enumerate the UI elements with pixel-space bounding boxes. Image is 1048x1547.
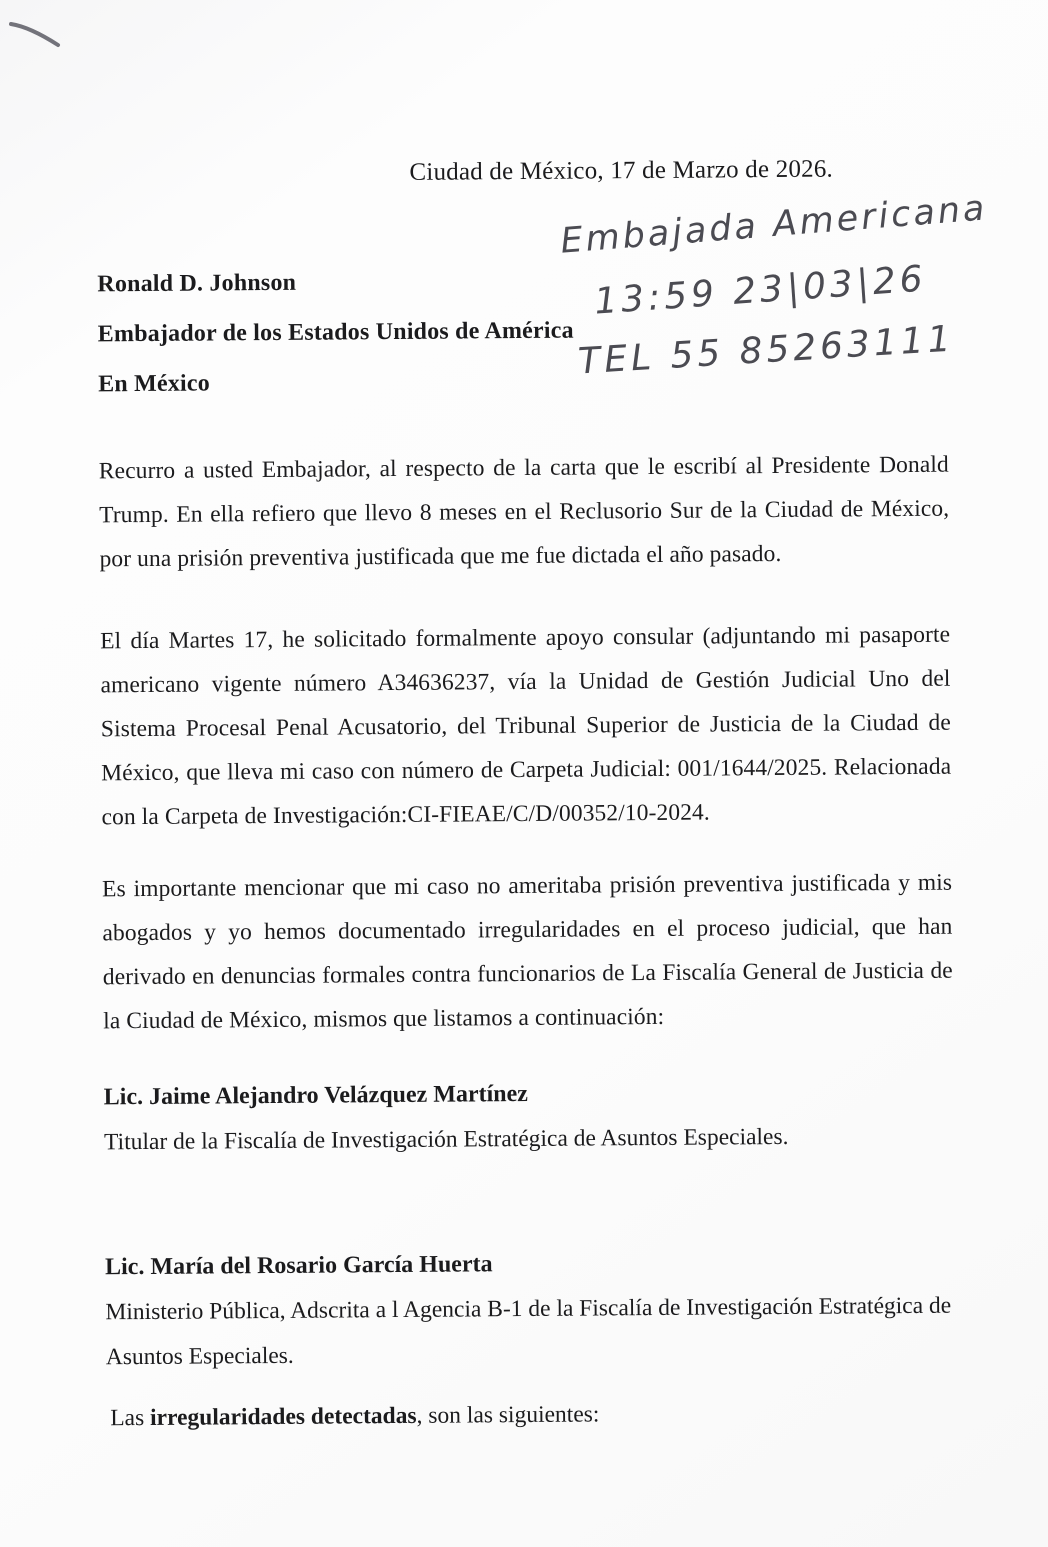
recipient-name: Ronald D. Johnson [97, 269, 297, 298]
handwritten-note-line-2: 13:59 23|03|26 [592, 258, 928, 323]
official-block-2 [105, 1239, 966, 1381]
paragraph-consular-request: El día Martes 17, he solicitado formalmente apoyo consular (adjuntando mi pasaporte americano vigente número A34636237, vía la Unidad de Gestión Judicial Uno del Sistema Procesal Penal Acusatorio, del Tribunal Superior de Justicia de la Ciudad de México, que lleva mi caso con número de Carpeta Judicial: 001/1644/2025. Relacionada con la Carpeta de Investigación:CI-FIEAE/C/D/00352/10-2024. [100, 621, 952, 831]
handwritten-note-line-1: Embajada Americana [559, 188, 989, 262]
date-line: Ciudad de México, 17 de Marzo de 2026. [409, 155, 834, 186]
official-block-1 [104, 1069, 965, 1166]
official-name: Lic. María del Rosario García Huerta [104, 1251, 493, 1281]
recipient-title: Embajador de los Estados Unidos de América [97, 317, 574, 348]
paragraph-irregularities: Es importante mencionar que mi caso no ameritaba prisión preventiva justificada y mis abogados y yo hemos documentado irregularidades en el proceso judicial, que han derivado en denuncias formales contra funcionarios de La Fiscalía General de Justicia de la Ciudad de México, mismos que listamos a continuación: [102, 869, 953, 1035]
closing-bold-text: irregularidades detectadas [149, 1402, 417, 1431]
official-name: Lic. Jaime Alejandro Velázquez Martínez [103, 1080, 529, 1111]
recipient-block [97, 256, 574, 410]
recipient-location: En México [98, 370, 211, 398]
official-role: Titular de la Fiscalía de Investigación Estratégica de Asuntos Especiales. [103, 1123, 789, 1156]
closing-prefix: Las [110, 1404, 151, 1432]
paragraph-intro: Recurro a usted Embajador, al respecto de la carta que le escribí al Presidente Donald Trump. En ella refiero que llevo 8 meses en el Reclusorio Sur de la Ciudad de México, por una prisión preventiva justificada que me fue dictada el año pasado. [98, 451, 950, 573]
closing-suffix: , son las siguientes: [416, 1401, 600, 1429]
handwritten-note-line-3: TEL 55 85263111 [577, 318, 956, 383]
official-role: Ministerio Pública, Adscrita a l Agencia B-1 de la Fiscalía de Investigación Estratégica de Asuntos Especiales. [105, 1292, 952, 1371]
closing-line [110, 1401, 599, 1432]
